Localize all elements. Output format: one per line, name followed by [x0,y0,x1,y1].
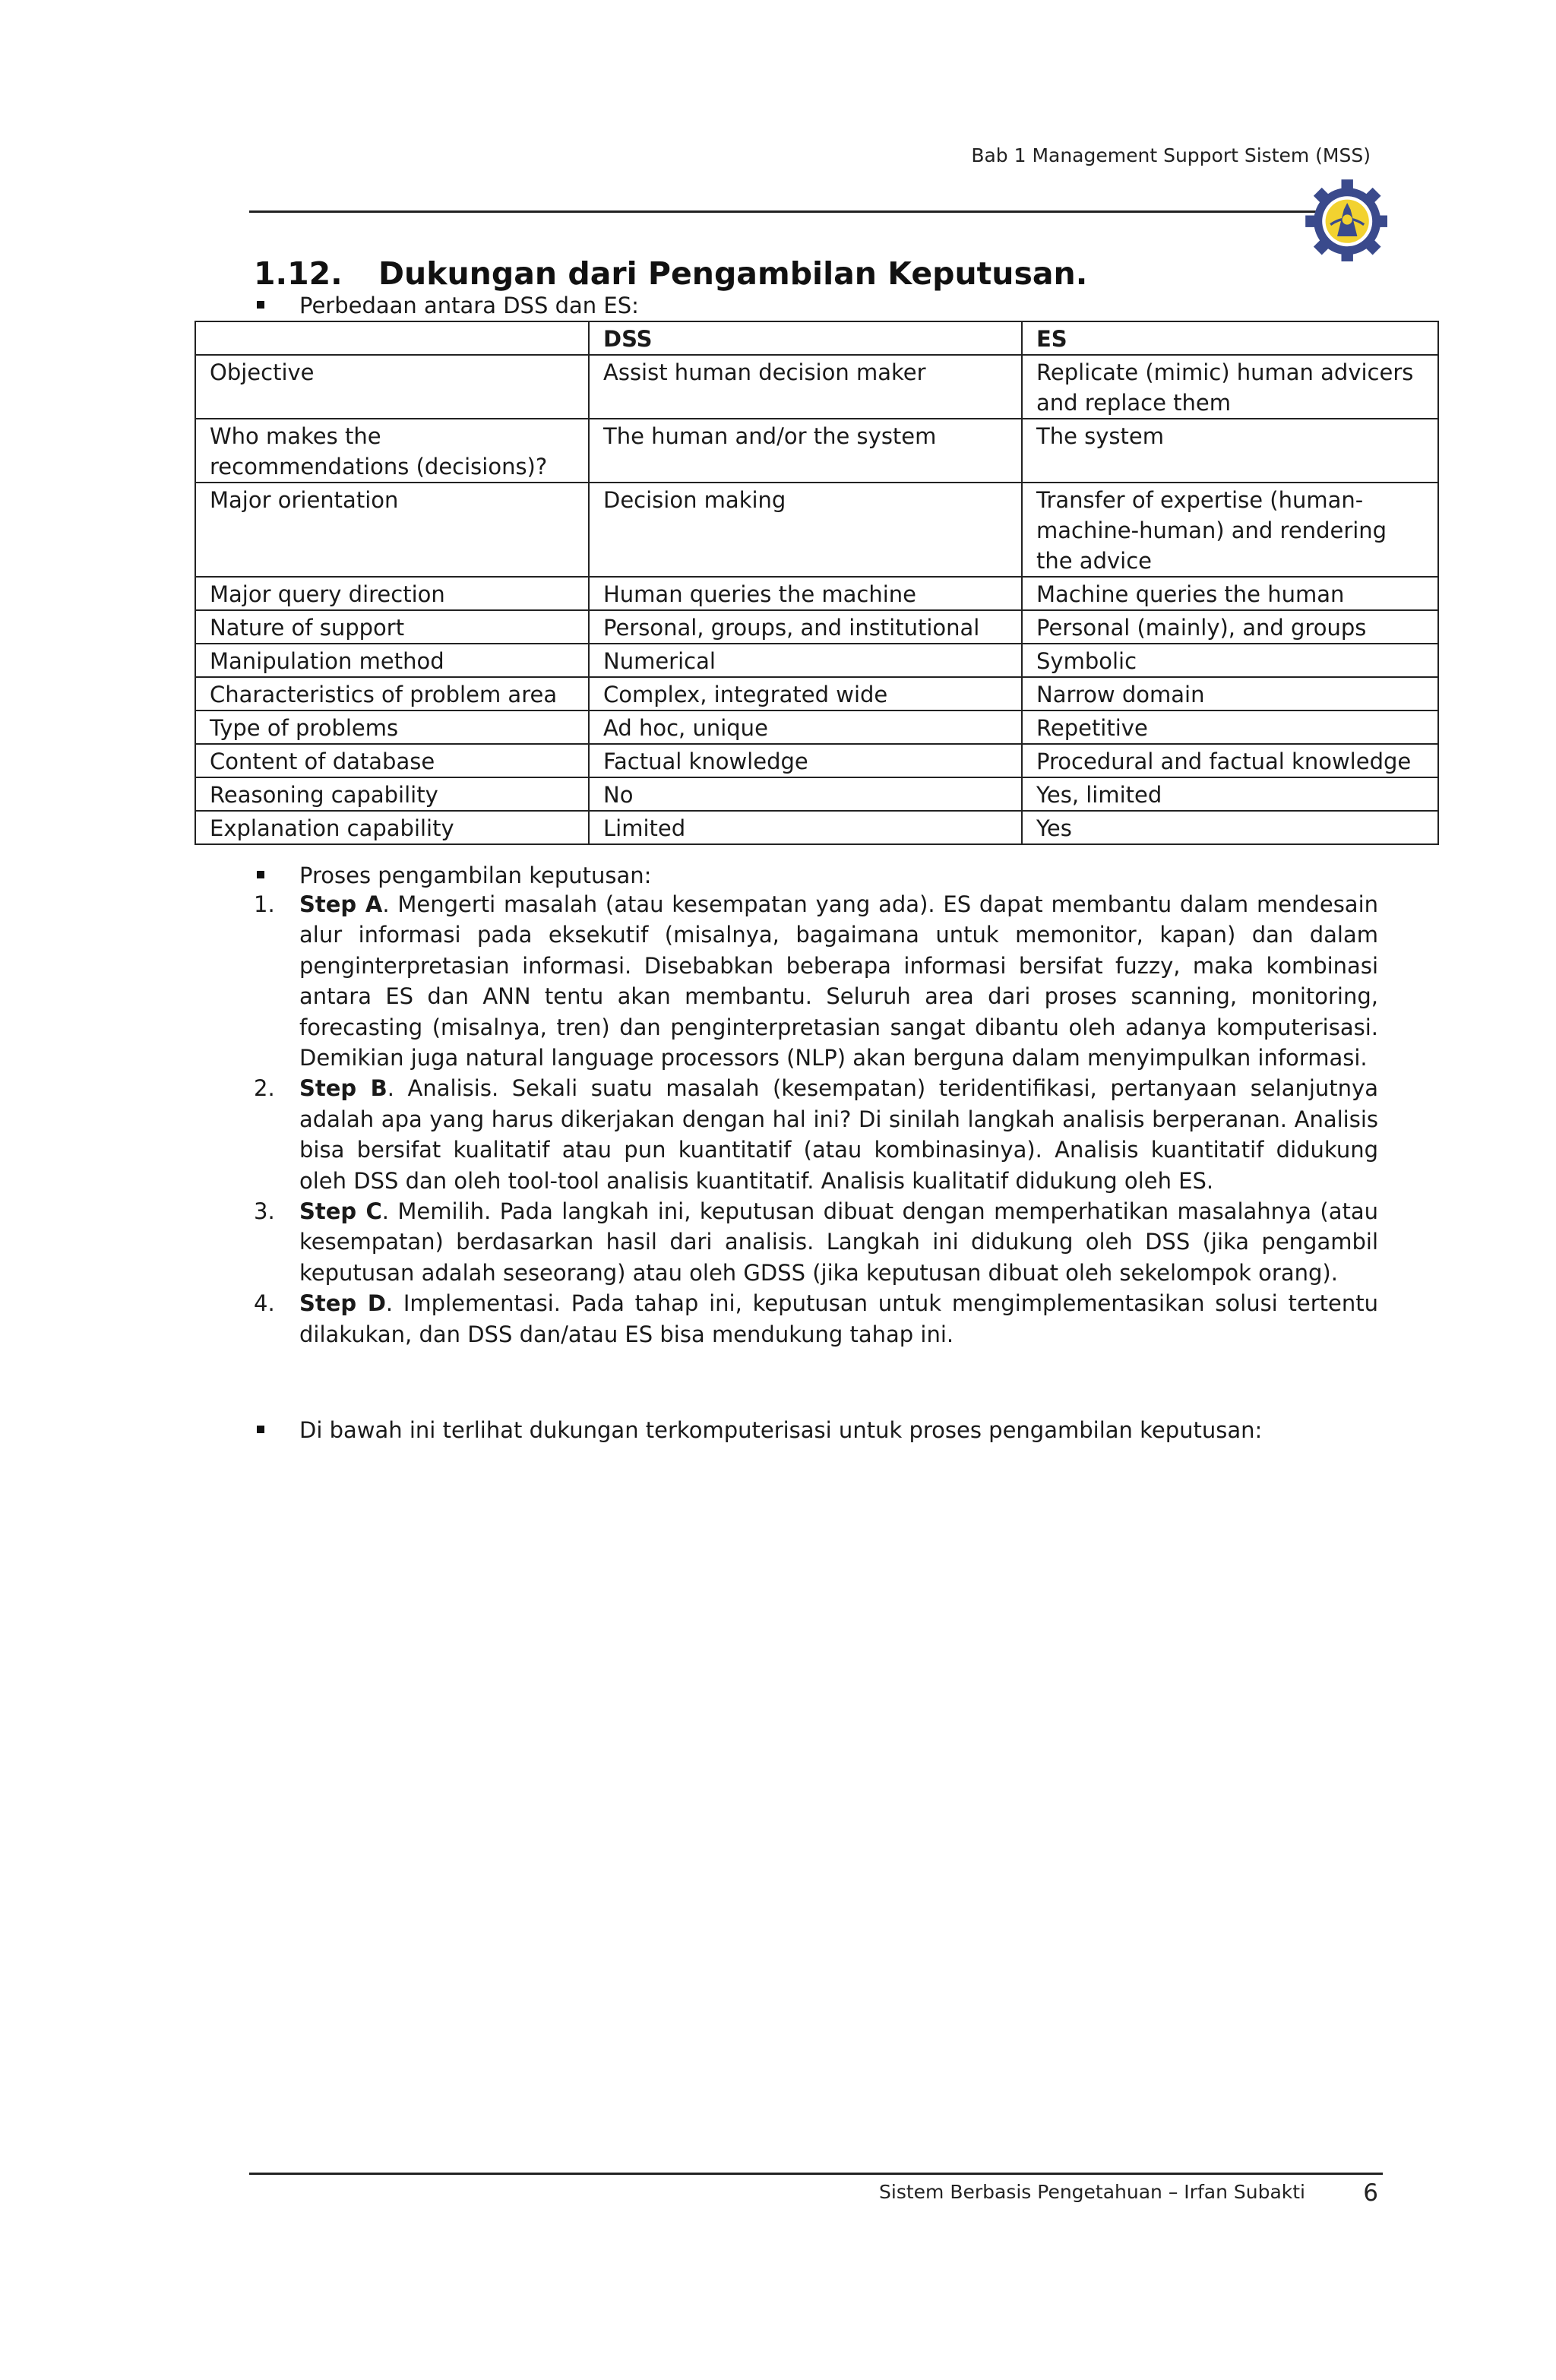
bullet-square-icon [254,860,299,891]
closing-bullet-text: Di bawah ini terlihat dukungan terkomputerisasi untuk proses pengambilan keputusan: [299,1417,1263,1443]
table-row [195,577,1438,610]
table-cell: Limited [589,811,1022,844]
table-cell: Assist human decision maker [589,355,1022,419]
closing-bullet [254,1415,1262,1445]
header-rule [249,210,1316,213]
table-cell: Who makes the recommendations (decisions)? [195,419,589,483]
bullet-square-icon [254,1415,299,1445]
footer-rule [249,2173,1383,2175]
step-label: Step C [299,1198,382,1225]
table-cell: Personal, groups, and institutional [589,610,1022,644]
dss-es-comparison-table [194,321,1439,845]
table-cell: Characteristics of problem area [195,677,589,711]
table-cell: The human and/or the system [589,419,1022,483]
table-cell: Decision making [589,483,1022,577]
table-cell: Numerical [589,644,1022,677]
table-cell: Complex, integrated wide [589,677,1022,711]
table-cell: Objective [195,355,589,419]
decision-steps-list [254,889,1378,1350]
step-label: Step B [299,1075,387,1102]
section-number: 1.12. [254,255,343,292]
table-row [195,744,1438,777]
table-row [195,811,1438,844]
process-bullet [254,860,651,891]
table-cell: Content of database [195,744,589,777]
table-cell: Yes, limited [1022,777,1438,811]
table-header-row [195,321,1438,355]
section-title-text: Dukungan dari Pengambilan Keputusan. [378,255,1088,292]
table-cell: Symbolic [1022,644,1438,677]
table-row [195,419,1438,483]
page-number: 6 [1363,2179,1378,2207]
intro-bullet-text: Perbedaan antara DSS dan ES: [299,293,639,318]
table-cell: Reasoning capability [195,777,589,811]
table-cell: Narrow domain [1022,677,1438,711]
table-cell: Manipulation method [195,644,589,677]
table-cell: Nature of support [195,610,589,644]
step-number: 2. [254,1075,275,1102]
institution-logo-icon [1304,178,1387,261]
table-cell: Major orientation [195,483,589,577]
table-cell: Machine queries the human [1022,577,1438,610]
step-label: Step A [299,891,383,917]
table-row [195,610,1438,644]
list-item [254,889,1378,1073]
table-cell: Replicate (mimic) human advicers and replace them [1022,355,1438,419]
section-title [254,255,1087,292]
table-cell: Yes [1022,811,1438,844]
table-cell: Procedural and factual knowledge [1022,744,1438,777]
table-header-cell: ES [1022,321,1438,355]
list-item [254,1288,1378,1350]
list-item [254,1196,1378,1288]
table-cell: Personal (mainly), and groups [1022,610,1438,644]
bullet-square-icon [254,290,299,321]
table-row [195,711,1438,744]
table-cell: The system [1022,419,1438,483]
step-number: 3. [254,1198,275,1225]
step-number: 1. [254,891,275,917]
table-cell: No [589,777,1022,811]
table-cell: Human queries the machine [589,577,1022,610]
table-row [195,644,1438,677]
process-bullet-text: Proses pengambilan keputusan: [299,862,652,888]
table-cell: Major query direction [195,577,589,610]
table-cell: Type of problems [195,711,589,744]
table-cell: Factual knowledge [589,744,1022,777]
intro-bullet [254,290,639,321]
running-header: Bab 1 Management Support Sistem (MSS) [971,144,1371,166]
table-header-cell: DSS [589,321,1022,355]
step-text: . Memilih. Pada langkah ini, keputusan dibuat dengan memperhatikan masalahnya (atau kesempatan) berdasarkan hasil dari analisis. Langkah ini didukung oleh DSS (jika pengambil keputusan adalah seseorang) atau oleh GDSS (jika keputusan dibuat oleh sekelompok orang). [299,1198,1378,1286]
step-text: . Implementasi. Pada tahap ini, keputusan untuk mengimplementasikan solusi tertentu dilakukan, dan DSS dan/atau ES bisa mendukung tahap ini. [299,1290,1378,1347]
table-header-cell [195,321,589,355]
table-row [195,483,1438,577]
table-cell: Explanation capability [195,811,589,844]
step-text: . Analisis. Sekali suatu masalah (kesempatan) teridentifikasi, pertanyaan selanjutnya adalah apa yang harus dikerjakan dengan hal ini? Di sinilah langkah analisis berperanan. Analisis bisa bersifat kualitatif atau pun kuantitatif (atau kombinasinya). Analisis kuantitatif didukung oleh DSS dan oleh tool-tool analisis kuantitatif. Analisis kualitatif didukung oleh ES. [299,1075,1378,1194]
table-row [195,777,1438,811]
step-number: 4. [254,1290,275,1317]
table-row [195,355,1438,419]
table-cell: Ad hoc, unique [589,711,1022,744]
table-cell: Transfer of expertise (human-machine-human) and rendering the advice [1022,483,1438,577]
table-row [195,677,1438,711]
list-item [254,1073,1378,1196]
step-label: Step D [299,1290,386,1317]
table-cell: Repetitive [1022,711,1438,744]
footer-text: Sistem Berbasis Pengetahuan – Irfan Subakti [879,2181,1305,2203]
step-text: . Mengerti masalah (atau kesempatan yang ada). ES dapat membantu dalam mendesain alur informasi pada eksekutif (misalnya, bagaimana untuk memonitor, kapan) dan dalam penginterpretasian informasi. Disebabkan beberapa informasi bersifat fuzzy, maka kombinasi antara ES dan ANN tentu akan membantu. Seluruh area dari proses scanning, monitoring, forecasting (misalnya, tren) dan penginterpretasian sangat dibantu oleh adanya komputerisasi. Demikian juga natural language processors (NLP) akan berguna dalam menyimpulkan informasi. [299,891,1379,1071]
